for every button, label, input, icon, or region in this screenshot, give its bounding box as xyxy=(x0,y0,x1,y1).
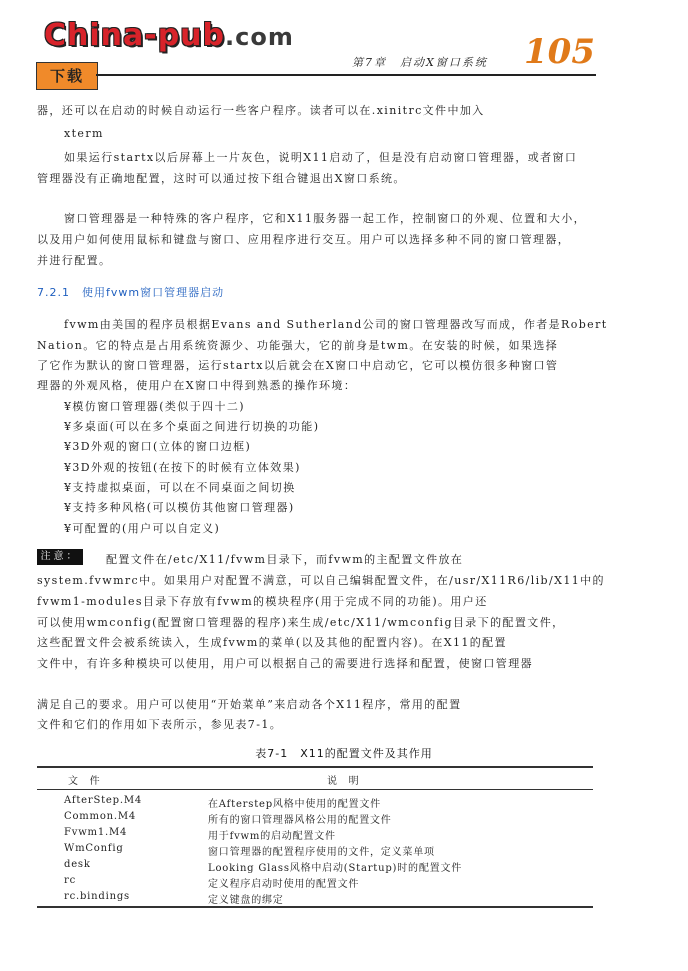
table-header-file: 文 件 xyxy=(68,776,101,787)
note-line: 配置文件在/etc/X11/fvwm目录下，而fvwm的主配置文件放在 xyxy=(106,553,464,566)
table-row-file: AfterStep.M4 xyxy=(64,795,143,806)
note-label: 注意： xyxy=(37,549,83,565)
bullet-item: ¥支持多种风格(可以模仿其他窗口管理器) xyxy=(64,501,295,514)
download-badge[interactable]: 下载 xyxy=(36,62,98,90)
table-row-desc: 定义程序启动时使用的配置文件 xyxy=(208,879,360,890)
bullet-item: ¥3D外观的窗口(立体的窗口边框) xyxy=(64,440,252,453)
body-line: 窗口管理器是一种特殊的客户程序，它和X11服务器一起工作，控制窗口的外观、位置和大小， xyxy=(64,212,587,225)
note-line: 文件中，有许多种模块可以使用，用户可以根据自己的需要进行选择和配置，使窗口管理器 xyxy=(37,657,533,670)
note-line: 满足自己的要求。用户可以使用“开始菜单”来启动各个X11程序，常用的配置 xyxy=(37,698,462,711)
table-row-desc: 在Afterstep风格中使用的配置文件 xyxy=(208,799,381,810)
table-row-file: Common.M4 xyxy=(64,811,137,822)
body-line: 以及用户如何使用鼠标和键盘与窗口、应用程序进行交互。用户可以选择多种不同的窗口管理器， xyxy=(37,233,571,246)
section-line: Nation。它的特点是占用系统资源少、功能强大，它的前身是twm。在安装的时候，如果选择 xyxy=(37,339,559,352)
bullet-item: ¥支持虚拟桌面，可以在不同桌面之间切换 xyxy=(64,481,296,494)
section-line: 理器的外观风格，使用户在X窗口中得到熟悉的操作环境： xyxy=(37,379,357,392)
table-row-desc: 定义键盘的绑定 xyxy=(208,895,284,906)
table-row-desc: 所有的窗口管理器风格公用的配置文件 xyxy=(208,815,392,826)
bullet-item: ¥模仿窗口管理器(类似于四十二) xyxy=(64,400,245,413)
logo-suffix: .com xyxy=(225,23,294,51)
body-line: 并进行配置。 xyxy=(37,254,112,267)
note-line: 可以使用wmconfig(配置窗口管理器的程序)来生成/etc/X11/wmconfig目录下的配置文件， xyxy=(37,616,565,629)
table-row-file: rc xyxy=(64,875,76,886)
table-row-file: rc.bindings xyxy=(64,891,130,902)
section-title: 7.2.1 使用fvwm窗口管理器启动 xyxy=(37,286,225,299)
bullet-item: ¥多桌面(可以在多个桌面之间进行切换的功能) xyxy=(64,420,320,433)
table-row-file: Fvwm1.M4 xyxy=(64,827,128,838)
table-row-desc: 用于fvwm的启动配置文件 xyxy=(208,831,336,842)
code-line: xterm xyxy=(64,127,104,140)
note-line: 这些配置文件会被系统读入，生成fvwm的菜单(以及其他的配置内容)。在X11的配置 xyxy=(37,636,507,649)
section-line: fvwm由美国的程序员根据Evans and Sutherland公司的窗口管理器改写而成，作者是Robert xyxy=(64,318,608,331)
table-header-rule xyxy=(37,789,593,790)
table-bottom-rule xyxy=(37,906,593,908)
table-caption: 表7-1 X11的配置文件及其作用 xyxy=(255,747,433,760)
note-line: fvwm1-modules目录下存放有fvwm的模块程序(用于完成不同的功能)。用户还 xyxy=(37,595,488,608)
page-number: 105 xyxy=(524,32,595,72)
body-line: 器，还可以在启动的时候自动运行一些客户程序。读者可以在.xinitrc文件中加入 xyxy=(37,104,485,117)
body-line: 管理器没有正确地配置，这时可以通过按下组合键退出X窗口系统。 xyxy=(37,172,406,185)
table-row-desc: 窗口管理器的配置程序使用的文件，定义菜单项 xyxy=(208,847,435,858)
table-row-desc: Looking Glass风格中启动(Startup)时的配置文件 xyxy=(208,863,463,874)
table-top-rule xyxy=(37,766,593,768)
header-rule xyxy=(96,74,596,76)
note-line: 文件和它们的作用如下表所示，参见表7-1。 xyxy=(37,718,283,731)
table-row-file: WmConfig xyxy=(64,843,124,854)
chapter-title: 第7章 启动X窗口系统 xyxy=(352,56,488,69)
section-line: 了它作为默认的窗口管理器，运行startx以后就会在X窗口中启动它，它可以模仿很多种窗口管 xyxy=(37,359,559,372)
note-line: system.fvwmrc中。如果用户对配置不满意，可以自己编辑配置文件，在/usr/X11R6/lib/X11中的 xyxy=(37,574,605,587)
logo-text: China-pub xyxy=(44,18,226,53)
table-row-file: desk xyxy=(64,859,91,870)
table-header-desc: 说 明 xyxy=(327,776,360,787)
bullet-item: ¥3D外观的按钮(在按下的时候有立体效果) xyxy=(64,461,301,474)
site-logo xyxy=(44,18,294,53)
bullet-item: ¥可配置的(用户可以自定义) xyxy=(64,522,221,535)
body-line: 如果运行startx以后屏幕上一片灰色，说明X11启动了，但是没有启动窗口管理器，或者窗口 xyxy=(64,151,578,164)
